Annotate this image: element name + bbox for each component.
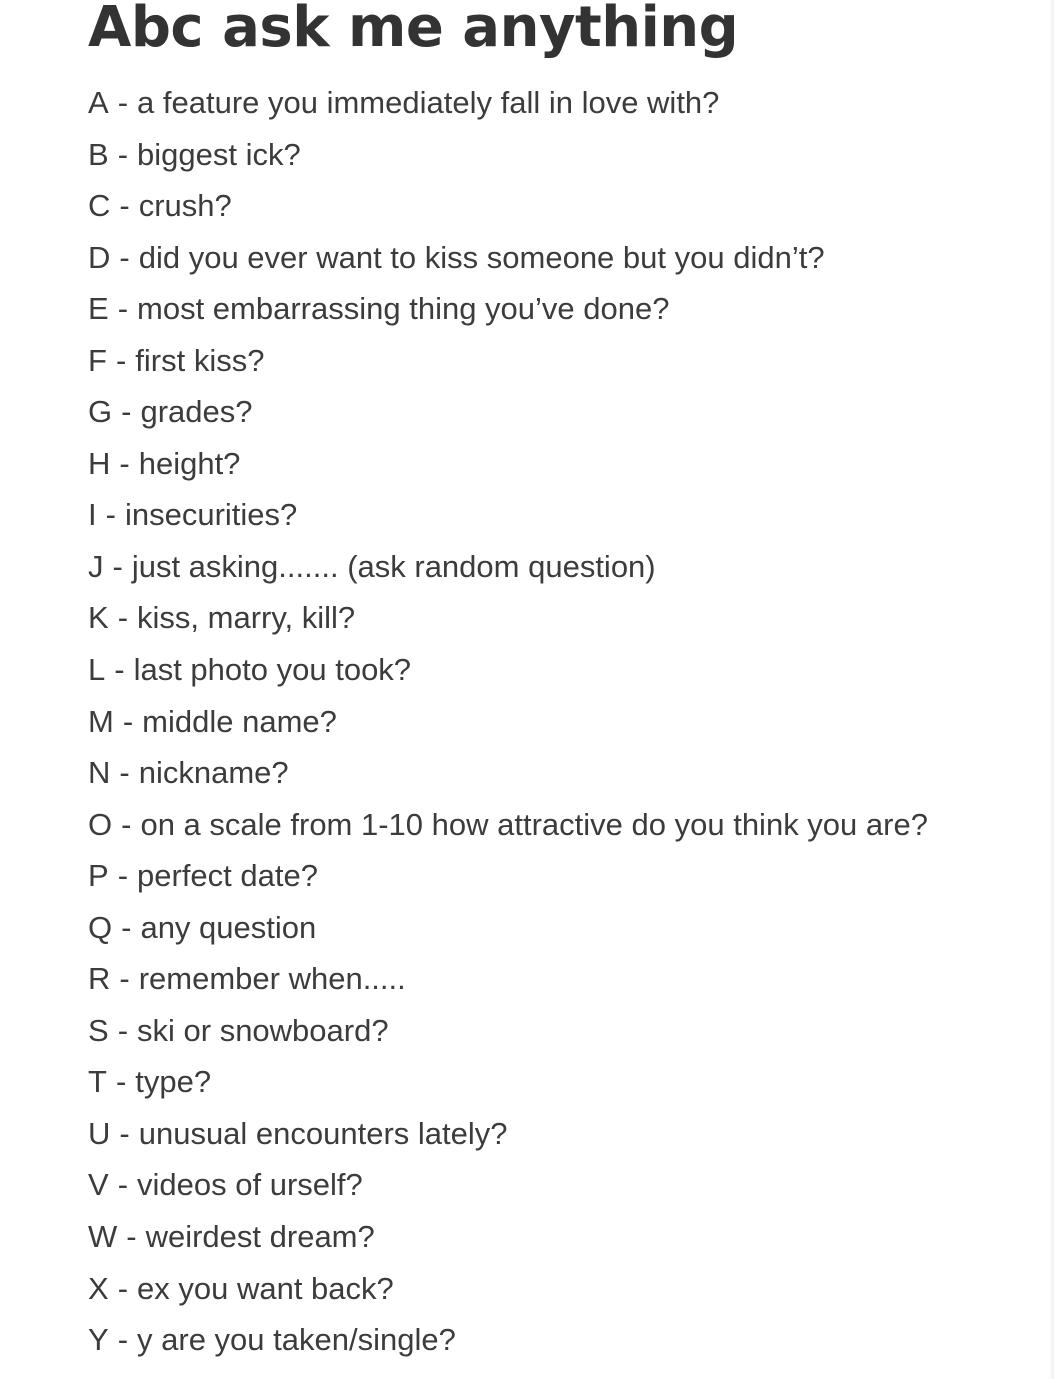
question-item-g [88,386,928,438]
question-letter: W [88,1219,118,1255]
question-text: grades? [140,394,253,430]
question-letter: K [88,600,109,636]
question-text: videos of urself? [137,1167,363,1203]
question-letter: B [88,136,109,172]
question-letter: H [88,445,111,481]
question-letter: Q [88,909,113,945]
question-item-d [88,232,928,284]
question-separator: - [115,342,127,378]
question-text: a feature you immediately fall in love with? [137,85,720,120]
question-separator: - [117,1167,129,1203]
question-item-n [88,747,928,799]
question-item-s [88,1005,928,1057]
question-item-j [88,541,928,593]
question-item-f [88,335,928,387]
question-item-v [88,1159,928,1211]
question-separator: - [119,188,130,224]
question-separator: - [119,1115,130,1151]
question-item-r [88,953,928,1005]
question-item-k [88,592,928,644]
question-separator: - [119,239,130,275]
question-text: insecurities? [124,497,298,533]
question-letter: F [88,342,107,378]
question-item-c [88,180,928,232]
question-separator: - [117,85,129,120]
question-letter: Y [88,1322,109,1358]
question-text: perfect date? [137,858,318,894]
question-text: middle name? [142,703,337,739]
question-text: ski or snowboard? [137,1012,389,1048]
question-separator: - [121,909,132,945]
question-item-o [88,799,928,851]
question-separator: - [122,703,134,739]
question-letter: T [88,1064,107,1100]
question-text: on a scale from 1-10 how attractive do you think you are? [140,806,928,842]
question-separator: - [112,548,123,584]
question-separator: - [117,1012,129,1048]
question-separator: - [117,291,129,327]
question-text: remember when..... [138,961,406,997]
question-item-p [88,850,928,902]
question-item-b [88,129,928,181]
question-list [88,77,928,1366]
question-text: nickname? [138,755,289,791]
question-text: biggest ick? [137,136,301,172]
question-letter: A [88,85,109,120]
question-item-e [88,283,928,335]
question-item-i [88,489,928,541]
question-item-t [88,1056,928,1108]
question-text: crush? [138,188,232,224]
question-text: unusual encounters lately? [138,1115,508,1151]
question-letter: P [88,858,109,894]
question-letter: E [88,291,109,327]
question-item-x [88,1263,928,1315]
question-separator: - [117,136,129,172]
question-separator: - [119,755,130,791]
question-text: last photo you took? [133,652,412,688]
question-item-u [88,1108,928,1160]
question-separator: - [119,445,130,481]
question-text: just asking....... (ask random question) [131,548,656,584]
question-text: first kiss? [135,342,265,378]
question-text: any question [140,909,317,945]
question-letter: D [88,239,111,275]
question-separator: - [105,497,116,533]
question-text: weirdest dream? [145,1219,375,1255]
question-letter: I [88,497,97,533]
question-item-m [88,696,928,748]
question-text: type? [135,1064,212,1100]
question-letter: G [88,394,113,430]
question-letter: V [88,1167,109,1203]
question-separator: - [117,1322,129,1358]
question-letter: C [88,188,111,224]
question-item-l [88,644,928,696]
question-separator: - [121,806,132,842]
question-letter: M [88,703,114,739]
question-separator: - [117,600,129,636]
question-separator: - [117,1270,129,1306]
question-separator: - [117,858,129,894]
question-separator: - [126,1219,137,1255]
question-separator: - [115,1064,127,1100]
question-text: y are you taken/single? [137,1322,456,1358]
question-letter: L [88,652,106,688]
question-item-q [88,902,928,954]
question-text: ex you want back? [137,1270,394,1306]
page-edge-shadow [1048,0,1054,1379]
question-letter: O [88,806,113,842]
question-letter: N [88,755,111,791]
page-title: Abc ask me anything [88,0,739,60]
question-item-w [88,1211,928,1263]
question-letter: U [88,1115,111,1151]
question-text: kiss, marry, kill? [137,600,356,636]
question-letter: X [88,1270,109,1306]
question-item-y [88,1314,928,1366]
question-text: most embarrassing thing you’ve done? [137,291,670,327]
question-separator: - [114,652,125,688]
question-letter: J [88,548,104,584]
question-letter: R [88,961,111,997]
question-text: did you ever want to kiss someone but you didn’t? [138,239,825,275]
question-item-h [88,438,928,490]
question-separator: - [121,394,132,430]
question-item-a [88,77,928,129]
question-letter: S [88,1012,109,1048]
question-text: height? [138,445,241,481]
question-separator: - [119,961,130,997]
